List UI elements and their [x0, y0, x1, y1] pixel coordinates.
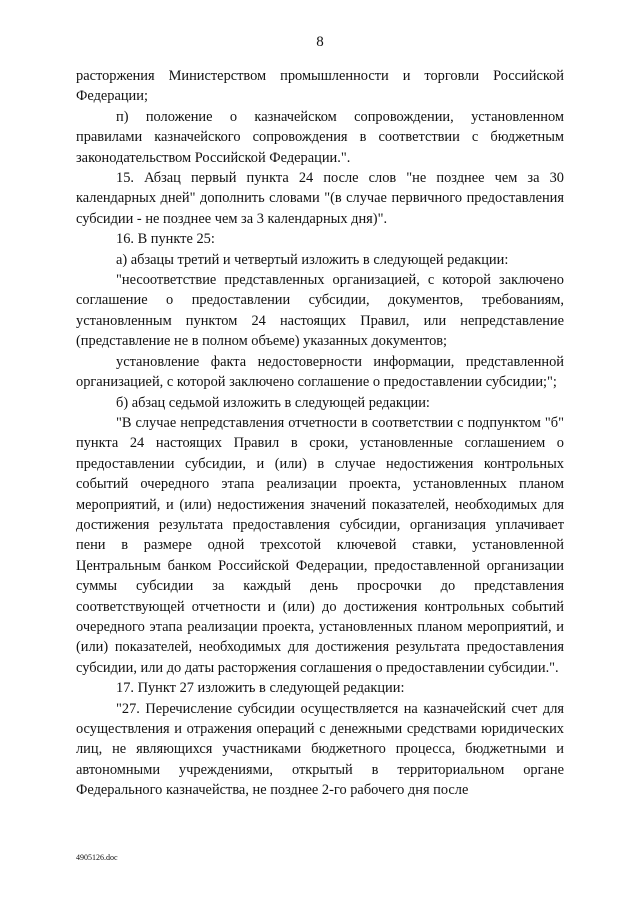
paragraph: установление факта недостоверности информации, представленной организацией, с которой заключено соглашение о предоставлении субсидии;"; — [76, 353, 564, 391]
footer-document-code: 4905126.doc — [76, 853, 118, 862]
paragraph: б) абзац седьмой изложить в следующей редакции: — [116, 394, 430, 411]
page-number: 8 — [316, 34, 324, 50]
paragraph: "несоответствие представленных организацией, с которой заключено соглашение о предоставлении субсидии, документов, требованиям, установленным пунктом 24 настоящих Правил, или непредставление (представление не в полном объеме) указанных документов; — [76, 272, 564, 350]
paragraph: 16. В пункте 25: — [116, 231, 215, 248]
paragraph: п) положение о казначейском сопровождении, установленном правилами казначейского сопровождения в соответствии с бюджетным законодательством Российской Федерации.". — [76, 108, 564, 166]
paragraph: 15. Абзац первый пункта 24 после слов "не позднее чем за 30 календарных дней" дополнить словами "(в случае первичного предоставления субсидии - не позднее чем за 3 календарных дня)". — [76, 170, 564, 227]
document-body — [76, 66, 564, 801]
paragraph: "27. Перечисление субсидии осуществляется на казначейский счет для осуществления и отражения операций с денежными средствами юридических лиц, не являющихся участниками бюджетного процесса, бюджетными и автономными учреждениями, открытый в территориальном органе Федерального казначейства, не позднее 2-го рабочего дня после — [76, 700, 564, 799]
paragraph: расторжения Министерством промышленности и торговли Российской Федерации; — [76, 68, 564, 105]
paragraph: а) абзацы третий и четвертый изложить в следующей редакции: — [116, 251, 509, 268]
paragraph: 17. Пункт 27 изложить в следующей редакции: — [116, 680, 405, 697]
paragraph: "В случае непредставления отчетности в соответствии с подпунктом "б" пункта 24 настоящих Правил в сроки, установленные соглашением о предоставлении субсидии, и (или) в случае недостижения контрольных событий очередного этапа реализации проекта, установленных планом мероприятий, и (или) недостижения значений показателей, необходимых для достижения результата предоставления субсидии, организация уплачивает пени в размере одной трехсотой ключевой ставки, установленной Центральным банком Российской Федерации, предоставленной организации суммы субсидии за каждый день просрочки до представления соответствующей отчетности и (или) до достижения контрольных событий очередного этапа реализации проекта, установленных планом мероприятий, и (или) показателей, необходимых для достижения результата предоставления субсидии, или до даты расторжения соглашения о предоставлении субсидии.". — [76, 414, 564, 676]
